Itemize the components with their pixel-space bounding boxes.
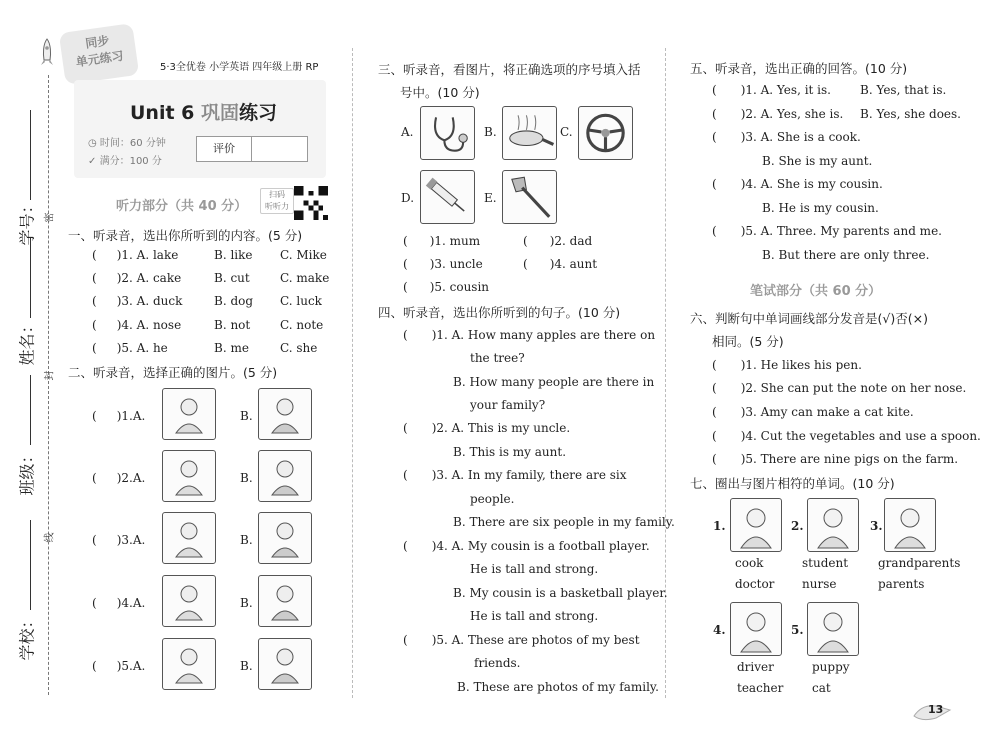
s7-word-1[interactable]: driver — [737, 660, 774, 674]
gutter-name-label: 姓名： — [17, 317, 37, 366]
score-info — [88, 152, 162, 167]
answer-blank[interactable]: ( — [712, 107, 717, 121]
answer-blank[interactable]: ( — [712, 405, 717, 419]
s4-line — [453, 374, 654, 390]
baby-picture[interactable] — [162, 450, 216, 502]
steering-wheel-picture[interactable] — [578, 106, 633, 160]
header-badge — [59, 23, 140, 85]
girl-standing-picture[interactable] — [258, 638, 312, 690]
s4-text: )3. A. In my family, there are six — [431, 468, 627, 482]
s4-text: He is tall and strong. — [470, 562, 599, 576]
boy-picture[interactable] — [162, 638, 216, 690]
s7-num: 5. — [791, 623, 804, 637]
s4-line — [403, 420, 570, 436]
s5-line — [762, 247, 929, 263]
s7-num: 4. — [713, 623, 726, 637]
s6-line — [712, 404, 914, 420]
s1-c: C. Mike — [280, 248, 327, 262]
cook-with-tray-picture[interactable] — [162, 575, 216, 627]
s1-c: C. make — [280, 271, 330, 285]
s4-text: )4. A. My cousin is a football player. — [431, 539, 650, 553]
s5-option-a: )1. A. Yes, it is. — [740, 83, 831, 97]
page-number-badge — [912, 700, 952, 722]
s4-line — [470, 397, 545, 413]
s2-num: )2. — [116, 471, 133, 485]
time-info — [88, 134, 166, 149]
s4-line — [457, 679, 659, 695]
s4-text: B. How many people are there in — [453, 375, 655, 389]
page-number: 13 — [928, 703, 944, 716]
answer-blank[interactable]: ( — [712, 358, 717, 372]
answer-blank[interactable]: ( — [403, 539, 408, 553]
s5-option-a: )5. A. Three. My parents and me. — [740, 224, 942, 238]
s1-c: C. she — [280, 341, 318, 355]
answer-blank[interactable]: ( — [712, 381, 717, 395]
s6-line — [712, 380, 966, 396]
s4-line — [453, 514, 675, 530]
s6-title-1: 六、判断句中单词画线部分发音是(√)否(×) — [690, 311, 928, 326]
clock-icon: ◷ — [88, 138, 97, 149]
s7-word-2[interactable]: parents — [878, 577, 925, 591]
fill-line-name — [30, 238, 31, 318]
score-text: 满分：100 分 — [99, 156, 162, 167]
s2-option-a: A. — [132, 533, 146, 547]
answer-blank[interactable]: ( — [712, 177, 717, 191]
s2-row — [92, 532, 145, 548]
gutter-feng: 封 — [44, 370, 56, 381]
s4-line — [403, 327, 655, 343]
s2-option-a: A. — [132, 409, 146, 423]
s4-text: )5. A. These are photos of my best — [431, 633, 640, 647]
s7-word-1[interactable]: cook — [735, 556, 764, 570]
qr-caption: 扫码 听听力 — [260, 188, 294, 214]
s1-row: ( )5. A. he — [92, 341, 168, 355]
cook-picture-s7 — [730, 498, 782, 552]
spatula-picture[interactable] — [502, 170, 557, 224]
doctor-picture[interactable] — [258, 575, 312, 627]
s1-row: ( )2. A. cake — [92, 271, 182, 285]
answer-blank[interactable]: ( — [92, 248, 97, 262]
check-icon: ✓ — [88, 156, 97, 167]
s4-text: the tree? — [470, 351, 525, 365]
s1-b: B. me — [214, 341, 249, 355]
s5-line — [712, 223, 942, 239]
s2-num: )5. — [116, 659, 133, 673]
answer-blank[interactable]: ( — [92, 294, 97, 308]
s1-b: B. not — [214, 318, 251, 332]
s4-line — [470, 491, 514, 507]
s2-option-b: B. — [240, 659, 253, 673]
s4-text: He is tall and strong. — [470, 609, 599, 623]
s7-title: 七、圈出与图片相符的单词。(10 分) — [690, 476, 895, 491]
teacher-picture — [730, 602, 782, 656]
s3-item: ( )4. aunt — [523, 257, 598, 271]
eval-box — [196, 136, 308, 162]
s3-label-a: A. — [401, 125, 414, 139]
s6-line — [712, 357, 862, 373]
s5-option-a: )4. A. She is my cousin. — [740, 177, 883, 191]
s4-text: friends. — [474, 656, 521, 670]
family-photo-picture-b[interactable] — [258, 388, 312, 440]
s6-text: )2. She can put the note on her nose. — [740, 381, 967, 395]
s4-text: B. There are six people in my family. — [453, 515, 675, 529]
page-title — [130, 98, 277, 125]
s4-text: B. My cousin is a basketball player. — [453, 586, 668, 600]
s3-item: ( )2. dad — [523, 234, 593, 248]
answer-blank[interactable]: ( — [92, 318, 97, 332]
s4-line — [470, 561, 598, 577]
time-text: 时间：60 分钟 — [99, 138, 166, 149]
s7-num: 2. — [791, 519, 804, 533]
s5-line — [712, 106, 843, 122]
s4-line — [453, 444, 566, 460]
s6-text: )3. Amy can make a cat kite. — [740, 405, 914, 419]
s5-option-a: B. She is my aunt. — [762, 154, 873, 168]
s6-text: )1. He likes his pen. — [740, 358, 862, 372]
s1-title: 一、听录音，选出你所听到的内容。(5 分) — [68, 228, 303, 243]
s2-option-a: A. — [132, 659, 146, 673]
answer-blank[interactable]: ( — [403, 468, 408, 482]
s5-title: 五、听录音，选出正确的回答。(10 分) — [690, 61, 908, 76]
s7-word-2[interactable]: cat — [812, 681, 831, 695]
s5-option-b: B. Yes, that is. — [860, 83, 947, 97]
gutter-xian: 线 — [44, 532, 56, 543]
s2-row — [92, 408, 145, 424]
eval-label: 评价 — [197, 137, 252, 161]
s2-option-a: A. — [132, 471, 146, 485]
s5-option-a: B. He is my cousin. — [762, 201, 879, 215]
s1-c: C. luck — [280, 294, 322, 308]
header-badge-text: 同步 单元练习 — [74, 33, 125, 70]
s4-text: )2. A. This is my uncle. — [431, 421, 571, 435]
s2-num: )4. — [116, 596, 133, 610]
student-picture — [807, 498, 859, 552]
answer-blank[interactable]: ( — [403, 328, 408, 342]
s4-line — [474, 655, 521, 671]
rocket-icon — [40, 38, 54, 68]
s4-line — [403, 467, 627, 483]
s2-row — [92, 658, 145, 674]
s7-num: 1. — [713, 519, 726, 533]
answer-blank[interactable]: ( — [92, 271, 97, 285]
fill-line-number — [30, 110, 31, 200]
answer-blank[interactable]: ( — [92, 409, 97, 423]
puppy-picture — [807, 602, 859, 656]
series-text: 5·3全优卷 小学英语 四年级上册 RP — [160, 62, 319, 73]
s2-option-b: B. — [240, 471, 253, 485]
answer-blank[interactable]: ( — [92, 471, 97, 485]
s5-option-b: B. Yes, she does. — [860, 107, 961, 121]
answer-blank[interactable]: ( — [92, 533, 97, 547]
s3-label-c: C. — [560, 125, 573, 139]
column-divider — [352, 48, 353, 698]
s1-b: B. dog — [214, 294, 254, 308]
s3-title-2: 号中。(10 分) — [400, 85, 480, 100]
s4-line — [470, 350, 525, 366]
s3-label-b: B. — [484, 125, 497, 139]
s7-word-1[interactable]: puppy — [812, 660, 850, 674]
s2-row — [92, 470, 145, 486]
answer-blank[interactable]: ( — [92, 659, 97, 673]
left-gutter — [0, 0, 60, 746]
s3-item: ( )3. uncle — [403, 257, 483, 271]
s7-word-1[interactable]: student — [802, 556, 849, 570]
s4-text: people. — [470, 492, 515, 506]
girl-picture[interactable] — [258, 450, 312, 502]
syringe-picture[interactable] — [420, 170, 475, 224]
s6-line — [712, 451, 958, 467]
s3-label-d: D. — [401, 191, 415, 205]
s2-row — [92, 595, 145, 611]
stethoscope-picture[interactable] — [420, 106, 475, 160]
s1-b: B. like — [214, 248, 253, 262]
s2-num: )1. — [116, 409, 133, 423]
frying-pan-picture[interactable] — [502, 106, 557, 160]
taxi-picture[interactable] — [258, 512, 312, 564]
answer-blank[interactable]: ( — [403, 421, 408, 435]
qr-code-icon[interactable] — [294, 186, 328, 220]
s6-text: )4. Cut the vegetables and use a spoon. — [740, 429, 981, 443]
s7-word-2[interactable]: doctor — [735, 577, 775, 591]
s5-line — [712, 176, 883, 192]
s5-line — [762, 153, 872, 169]
answer-blank[interactable]: ( — [403, 633, 408, 647]
answer-blank[interactable]: ( — [712, 130, 717, 144]
cook-picture[interactable] — [162, 512, 216, 564]
s7-word-2[interactable]: nurse — [802, 577, 837, 591]
s7-num: 3. — [870, 519, 883, 533]
s5-option-a: )3. A. She is a cook. — [740, 130, 861, 144]
gutter-mi: 密 — [44, 212, 56, 223]
family-photo-picture[interactable] — [162, 388, 216, 440]
s5-option-a: )2. A. Yes, she is. — [740, 107, 844, 121]
writing-title: 笔试部分（共 60 分） — [750, 284, 882, 299]
dashed-line — [48, 75, 49, 695]
grandparents-picture — [884, 498, 936, 552]
s2-option-b: B. — [240, 596, 253, 610]
s2-option-a: A. — [132, 596, 146, 610]
s4-text: )1. A. How many apples are there on — [431, 328, 656, 342]
s6-text: )5. There are nine pigs on the farm. — [740, 452, 959, 466]
title-unit: Unit 6 — [130, 102, 195, 124]
answer-blank[interactable]: ( — [712, 83, 717, 97]
s2-option-b: B. — [240, 533, 253, 547]
s7-word-1[interactable]: grandparents — [878, 556, 961, 570]
s3-title-1: 三、听录音，看图片，将正确选项的序号填入括 — [378, 62, 641, 77]
s2-num: )3. — [116, 533, 133, 547]
fill-line-class — [30, 375, 31, 445]
s4-line — [403, 538, 650, 554]
s4-line — [403, 632, 640, 648]
s6-title-2: 相同。(5 分) — [712, 334, 784, 349]
fill-line-school — [30, 520, 31, 610]
answer-blank[interactable]: ( — [92, 341, 97, 355]
answer-blank[interactable]: ( — [712, 452, 717, 466]
s3-item: ( )1. mum — [403, 234, 481, 248]
s1-row: ( )1. A. lake — [92, 248, 179, 262]
s4-title: 四、听录音，选出你所听到的句子。(10 分) — [378, 305, 621, 320]
s1-row: ( )4. A. nose — [92, 318, 182, 332]
answer-blank[interactable]: ( — [712, 429, 717, 443]
s4-line — [453, 585, 668, 601]
title-main: 巩固 — [201, 102, 240, 124]
s5-line — [762, 200, 879, 216]
answer-blank[interactable]: ( — [92, 596, 97, 610]
s5-line — [712, 129, 861, 145]
s6-line — [712, 428, 981, 444]
listening-title: 听力部分（共 40 分） — [116, 199, 248, 214]
s1-b: B. cut — [214, 271, 250, 285]
s4-text: B. These are photos of my family. — [457, 680, 659, 694]
s2-option-b: B. — [240, 409, 253, 423]
s3-item: ( )5. cousin — [403, 280, 490, 294]
s5-option-a: B. But there are only three. — [762, 248, 930, 262]
gutter-school-label: 学校： — [17, 612, 37, 661]
s1-c: C. note — [280, 318, 324, 332]
s1-row: ( )3. A. duck — [92, 294, 183, 308]
gutter-number-label: 学号： — [17, 197, 37, 246]
s4-text: B. This is my aunt. — [453, 445, 567, 459]
s7-word-2[interactable]: teacher — [737, 681, 784, 695]
title-suffix: 练习 — [239, 102, 278, 124]
s2-title: 二、听录音，选择正确的图片。(5 分) — [68, 365, 278, 380]
s3-label-e: E. — [484, 191, 497, 205]
s5-line — [712, 82, 831, 98]
answer-blank[interactable]: ( — [712, 224, 717, 238]
s4-line — [470, 608, 598, 624]
s4-text: your family? — [470, 398, 546, 412]
gutter-class-label: 班级： — [17, 447, 37, 496]
